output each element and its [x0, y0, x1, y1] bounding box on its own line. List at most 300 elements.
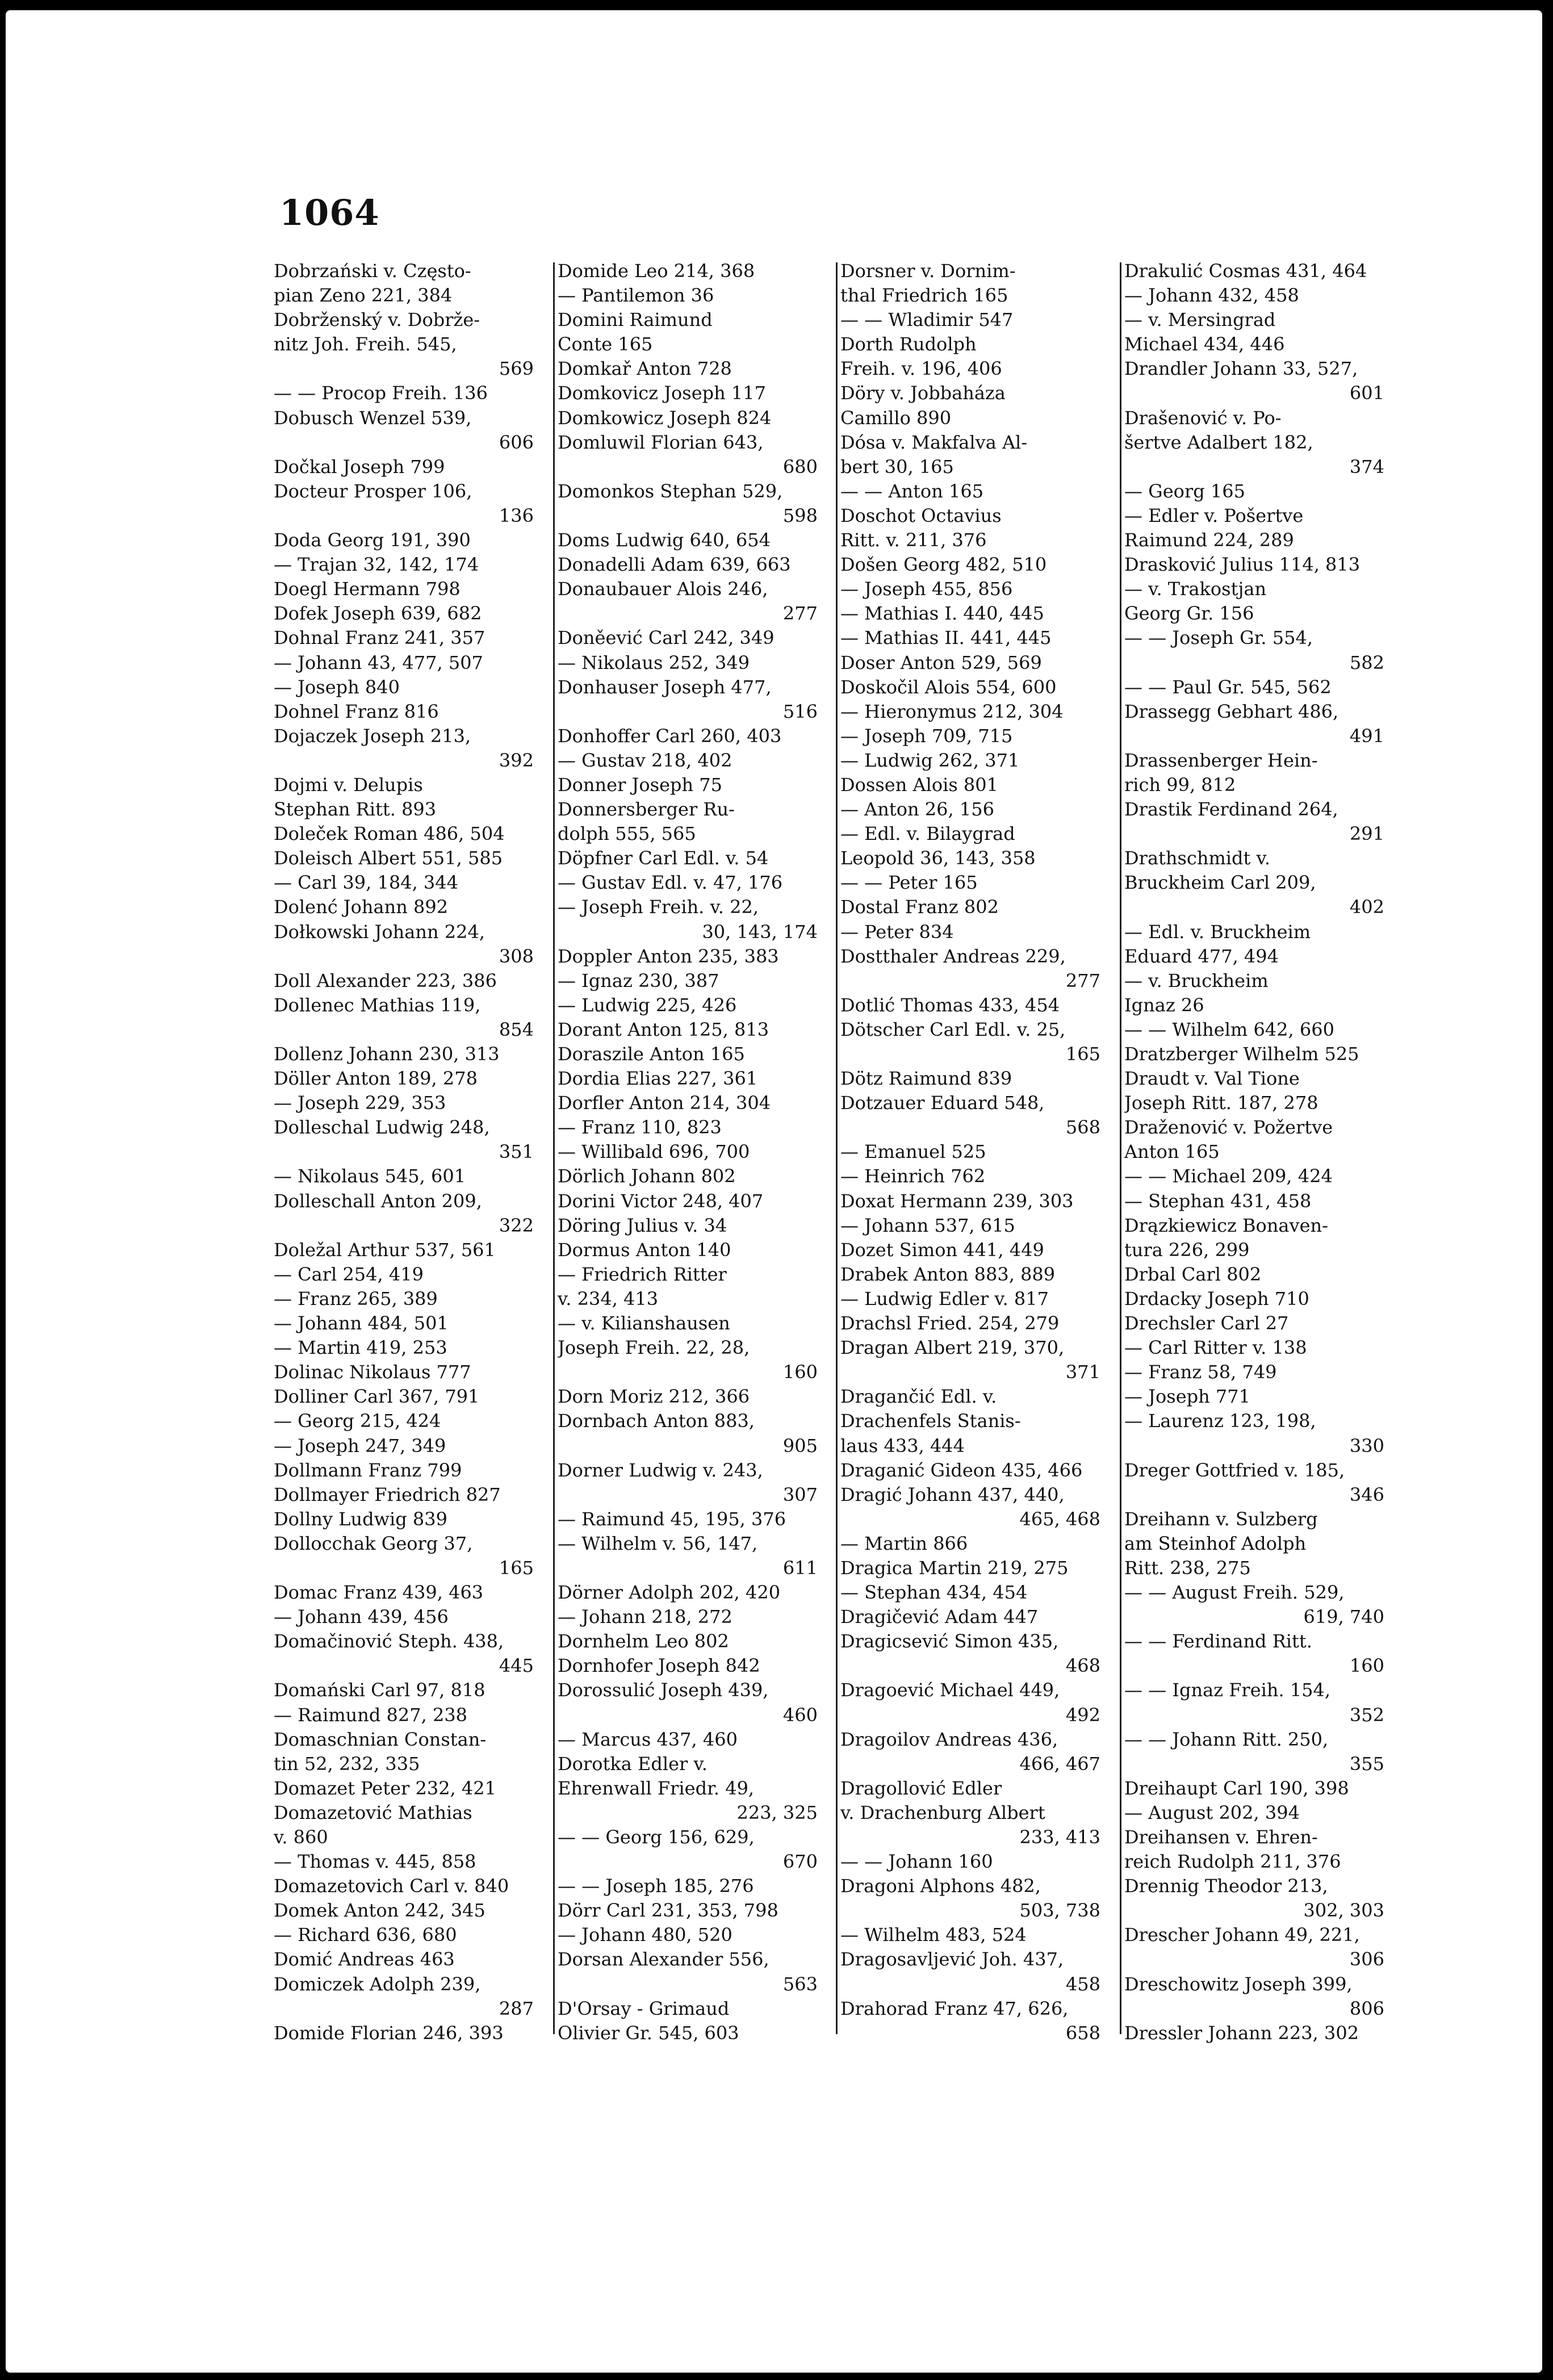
index-entry: Döller Anton 189, 278 — [274, 1068, 478, 1090]
index-entry: Leopold 36, 143, 358 — [840, 847, 1036, 869]
index-entry: Bruckheim Carl 209, — [1124, 872, 1316, 894]
index-entry: 563 — [782, 1973, 818, 1995]
index-entry: 458 — [1065, 1973, 1100, 1995]
index-entry: — Stephan 431, 458 — [1124, 1190, 1312, 1212]
index-entry: — Franz 265, 389 — [274, 1287, 438, 1310]
index-entry: 445 — [499, 1655, 534, 1677]
index-entry: Dorn Moriz 212, 366 — [558, 1386, 750, 1408]
index-entry: Domiczek Adolph 239, — [274, 1973, 481, 1995]
index-entry: 569 — [499, 358, 534, 380]
index-entry: 322 — [499, 1214, 534, 1236]
index-entry: Ignaz 26 — [1124, 994, 1204, 1016]
index-entry: 492 — [1065, 1704, 1100, 1726]
index-entry: — Ludwig Edler v. 817 — [840, 1287, 1049, 1310]
index-entry: v. 234, 413 — [558, 1287, 659, 1310]
index-entry: Dornhofer Joseph 842 — [558, 1655, 760, 1677]
index-entry: — Franz 110, 823 — [558, 1116, 722, 1139]
index-entry: — Edler v. Pošertve — [1124, 504, 1304, 526]
index-entry: Doda Georg 191, 390 — [274, 529, 471, 551]
index-entry: — Nikolaus 545, 601 — [274, 1165, 466, 1187]
index-column-4 — [1124, 259, 1384, 2046]
index-entry: — Johann 43, 477, 507 — [274, 651, 483, 674]
index-entry: 468 — [1065, 1655, 1100, 1677]
index-entry: Doležal Arthur 537, 561 — [274, 1239, 496, 1261]
index-entry: Dollenec Mathias 119, — [274, 994, 481, 1016]
index-entry: — — Wilhelm 642, 660 — [1124, 1018, 1334, 1040]
index-entry: — Joseph 840 — [274, 676, 400, 698]
index-entry: — Johann 218, 272 — [558, 1606, 732, 1628]
index-entry: — Johann 537, 615 — [840, 1214, 1015, 1236]
index-entry: — Mathias II. 441, 445 — [840, 627, 1052, 649]
index-entry: 307 — [782, 1483, 818, 1505]
index-entry: Dorsan Alexander 556, — [558, 1948, 769, 1971]
index-entry: Dolinac Nikolaus 777 — [274, 1361, 471, 1383]
index-entry: Dötz Raimund 839 — [840, 1068, 1012, 1090]
index-entry: Dolleschal Ludwig 248, — [274, 1116, 490, 1139]
index-entry: — Martin 866 — [840, 1532, 968, 1554]
index-entry: — Anton 26, 156 — [840, 798, 994, 821]
index-entry: Anton 165 — [1124, 1141, 1220, 1163]
index-entry: 606 — [499, 431, 534, 453]
index-entry: Dossen Alois 801 — [840, 773, 998, 796]
index-entry: Donaubauer Alois 246, — [558, 578, 768, 600]
index-entry: — Martin 419, 253 — [274, 1337, 447, 1359]
index-entry: Dreihaupt Carl 190, 398 — [1124, 1777, 1349, 1799]
index-entry: Doleček Roman 486, 504 — [274, 823, 505, 845]
index-entry: šertve Adalbert 182, — [1124, 431, 1313, 453]
index-entry: Döry v. Jobbaháza — [840, 382, 1006, 404]
index-entry: Olivier Gr. 545, 603 — [558, 2022, 739, 2044]
index-entry: — Joseph 709, 715 — [840, 725, 1013, 747]
index-entry: bert 30, 165 — [840, 455, 954, 478]
index-entry: — Thomas v. 445, 858 — [274, 1851, 476, 1873]
index-entry: 568 — [1065, 1116, 1100, 1139]
index-entry: Dostal Franz 802 — [840, 896, 999, 918]
index-entry: Dołkowski Johann 224, — [274, 921, 485, 943]
index-entry: Doegl Hermann 798 — [274, 578, 461, 600]
index-entry: — Ludwig 225, 426 — [558, 994, 737, 1016]
index-entry: Drastik Ferdinand 264, — [1124, 798, 1338, 821]
index-entry: 905 — [782, 1434, 818, 1457]
index-entry: Dormus Anton 140 — [558, 1239, 731, 1261]
index-entry: Doms Ludwig 640, 654 — [558, 529, 771, 551]
index-entry: — v. Trakostjan — [1124, 578, 1267, 600]
index-entry: Dobrženský v. Dobrže- — [274, 309, 480, 331]
index-entry: Joseph Ritt. 187, 278 — [1124, 1092, 1318, 1114]
index-entry: Dollmann Franz 799 — [274, 1459, 462, 1481]
index-entry: Dojmi v. Delupis — [274, 773, 423, 796]
index-entry: Dragan Albert 219, 370, — [840, 1337, 1065, 1359]
index-entry: 351 — [499, 1141, 534, 1163]
index-entry: Domazetović Mathias — [274, 1801, 472, 1823]
index-entry: Doppler Anton 235, 383 — [558, 945, 779, 967]
index-entry: tin 52, 232, 335 — [274, 1752, 420, 1775]
index-entry: 277 — [782, 603, 818, 625]
index-entry: — Richard 636, 680 — [274, 1924, 457, 1946]
index-entry: Dorant Anton 125, 813 — [558, 1018, 769, 1040]
index-entry: 371 — [1065, 1361, 1100, 1383]
index-entry: Draganić Gideon 435, 466 — [840, 1459, 1083, 1481]
index-entry: 308 — [499, 945, 534, 967]
index-entry: — v. Kilianshausen — [558, 1312, 730, 1335]
index-entry: 491 — [1349, 725, 1384, 747]
index-entry: Drakulić Cosmas 431, 464 — [1124, 260, 1367, 282]
index-entry: Dornhelm Leo 802 — [558, 1630, 729, 1653]
index-entry: — Heinrich 762 — [840, 1165, 986, 1187]
index-entry: Dolleschall Anton 209, — [274, 1190, 482, 1212]
index-entry: Stephan Ritt. 893 — [274, 798, 437, 821]
page-number: 1064 — [279, 192, 380, 233]
index-entry: Dobusch Wenzel 539, — [274, 407, 472, 429]
index-entry: Domek Anton 242, 345 — [274, 1900, 485, 1922]
index-entry: Dozet Simon 441, 449 — [840, 1239, 1044, 1261]
index-entry: 302, 303 — [1303, 1900, 1384, 1922]
index-entry: Dollocchak Georg 37, — [274, 1532, 473, 1554]
column-divider — [836, 262, 838, 2034]
index-entry: — Ignaz 230, 387 — [558, 969, 719, 992]
index-entry: Dragančić Edl. v. — [840, 1386, 997, 1408]
index-entry: — Gustav 218, 402 — [558, 749, 732, 771]
index-entry: Domkowicz Joseph 824 — [558, 407, 772, 429]
index-entry: Domide Leo 214, 368 — [558, 260, 755, 282]
index-entry: 287 — [499, 1997, 534, 2019]
index-entry: Donner Joseph 75 — [558, 773, 722, 796]
index-entry: Dötscher Carl Edl. v. 25, — [840, 1018, 1066, 1040]
index-entry: Draudt v. Val Tione — [1124, 1068, 1300, 1090]
index-entry: Drescher Johann 49, 221, — [1124, 1924, 1360, 1946]
index-entry: Dörr Carl 231, 353, 798 — [558, 1900, 778, 1922]
index-entry: Domić Andreas 463 — [274, 1948, 455, 1971]
index-entry: — Raimund 827, 238 — [274, 1704, 468, 1726]
index-entry: Dreschowitz Joseph 399, — [1124, 1973, 1353, 1995]
index-entry: 465, 468 — [1019, 1508, 1100, 1530]
index-entry: — Ludwig 262, 371 — [840, 749, 1020, 771]
index-entry: 670 — [782, 1851, 818, 1873]
index-entry: Donadelli Adam 639, 663 — [558, 554, 791, 576]
index-entry: Domini Raimund — [558, 309, 713, 331]
index-entry: Domkovicz Joseph 117 — [558, 382, 766, 404]
index-entry: dolph 555, 565 — [558, 823, 696, 845]
index-entry: Dohnel Franz 816 — [274, 700, 439, 722]
index-entry: Dressler Johann 223, 302 — [1124, 2022, 1359, 2044]
index-entry: Dreihann v. Sulzberg — [1124, 1508, 1318, 1530]
index-entry: — Stephan 434, 454 — [840, 1582, 1028, 1604]
index-entry: Doskočil Alois 554, 600 — [840, 676, 1057, 698]
index-entry: — — Johann 160 — [840, 1851, 993, 1873]
index-entry: Dobrzański v. Często- — [274, 260, 471, 282]
index-entry: — Edl. v. Bruckheim — [1124, 921, 1311, 943]
index-entry: Drašenović v. Po- — [1124, 407, 1282, 429]
index-entry: — Joseph 771 — [1124, 1386, 1250, 1408]
index-entry: Donnersberger Ru- — [558, 798, 735, 821]
index-entry: Michael 434, 446 — [1124, 333, 1285, 355]
index-entry: Domański Carl 97, 818 — [274, 1679, 485, 1701]
column-divider — [1120, 262, 1121, 2034]
index-entry: Drandler Johann 33, 527, — [1124, 358, 1358, 380]
index-entry: 658 — [1065, 2022, 1100, 2044]
index-entry: 374 — [1349, 455, 1384, 478]
index-entry: nitz Joh. Freih. 545, — [274, 333, 457, 355]
index-column-3 — [840, 259, 1100, 2046]
index-entry: Drdacky Joseph 710 — [1124, 1287, 1309, 1310]
index-entry: Dragoević Michael 449, — [840, 1679, 1060, 1701]
index-entry: Dolliner Carl 367, 791 — [274, 1386, 480, 1408]
index-column-1 — [274, 259, 534, 2046]
index-entry: 582 — [1349, 651, 1384, 674]
index-entry: am Steinhof Adolph — [1124, 1532, 1307, 1554]
index-entry: 516 — [782, 700, 818, 722]
index-entry: Dornbach Anton 883, — [558, 1410, 755, 1432]
index-entry: — Joseph 455, 856 — [840, 578, 1013, 600]
index-entry: 160 — [1349, 1655, 1384, 1677]
index-entry: Conte 165 — [558, 333, 653, 355]
index-entry: Domazet Peter 232, 421 — [274, 1777, 496, 1799]
index-entry: Georg Gr. 156 — [1124, 603, 1254, 625]
index-entry: 306 — [1349, 1948, 1384, 1971]
index-entry: 223, 325 — [736, 1801, 818, 1823]
index-entry: 601 — [1349, 382, 1384, 404]
index-entry: Dragicsević Simon 435, — [840, 1630, 1059, 1653]
index-entry: — Wilhelm 483, 524 — [840, 1924, 1027, 1946]
index-entry: 165 — [499, 1557, 534, 1579]
index-entry: — Marcus 437, 460 — [558, 1728, 738, 1750]
index-entry: Dostthaler Andreas 229, — [840, 945, 1066, 967]
index-entry: Dotlić Thomas 433, 454 — [840, 994, 1060, 1016]
index-entry: 346 — [1349, 1483, 1384, 1505]
index-entry: Dragičević Adam 447 — [840, 1606, 1039, 1628]
index-entry: Drathschmidt v. — [1124, 847, 1270, 869]
index-entry: — Wilhelm v. 56, 147, — [558, 1532, 758, 1554]
index-entry: Dragić Johann 437, 440, — [840, 1483, 1065, 1505]
index-entry: 165 — [1065, 1043, 1100, 1065]
index-entry: 291 — [1349, 823, 1384, 845]
index-entry: v. 860 — [274, 1826, 328, 1848]
index-entry: Došen Georg 482, 510 — [840, 554, 1047, 576]
index-entry: Drahorad Franz 47, 626, — [840, 1997, 1069, 2019]
index-entry: Dollny Ludwig 839 — [274, 1508, 447, 1530]
index-entry: Drennig Theodor 213, — [1124, 1875, 1328, 1897]
index-entry: — Joseph 247, 349 — [274, 1434, 446, 1457]
index-entry: Dohnal Franz 241, 357 — [274, 627, 485, 649]
index-entry: Camillo 890 — [840, 407, 952, 429]
index-entry: Dorfler Anton 214, 304 — [558, 1092, 771, 1114]
index-entry: Dragosavljević Joh. 437, — [840, 1948, 1064, 1971]
index-entry: — — Peter 165 — [840, 872, 978, 894]
index-entry: Dratzberger Wilhelm 525 — [1124, 1043, 1359, 1065]
index-entry: — Franz 58, 749 — [1124, 1361, 1277, 1383]
index-entry: — — Procop Freih. 136 — [274, 382, 488, 404]
index-entry: Dočkal Joseph 799 — [274, 455, 445, 478]
index-entry: 806 — [1349, 1997, 1384, 2019]
index-entry: Dragoni Alphons 482, — [840, 1875, 1041, 1897]
index-entry: Donhoffer Carl 260, 403 — [558, 725, 782, 747]
index-entry: Drbal Carl 802 — [1124, 1263, 1262, 1285]
index-entry: — Carl Ritter v. 138 — [1124, 1337, 1307, 1359]
index-entry: 402 — [1349, 896, 1384, 918]
column-divider — [553, 262, 555, 2034]
index-entry: — — Ferdinand Ritt. — [1124, 1630, 1312, 1653]
index-entry: Drabek Anton 883, 889 — [840, 1263, 1056, 1285]
index-entry: Ritt. v. 211, 376 — [840, 529, 987, 551]
index-entry: Doschot Octavius — [840, 504, 1002, 526]
index-entry: Domkař Anton 728 — [558, 358, 732, 380]
index-entry: 160 — [782, 1361, 818, 1383]
index-entry: Drechsler Carl 27 — [1124, 1312, 1289, 1335]
index-entry: — Nikolaus 252, 349 — [558, 651, 750, 674]
index-entry: — — Anton 165 — [840, 480, 984, 502]
index-entry: — — Georg 156, 629, — [558, 1826, 755, 1848]
index-entry: Domačinović Steph. 438, — [274, 1630, 504, 1653]
index-entry: Döring Julius v. 34 — [558, 1214, 727, 1236]
index-entry: — Johann 432, 458 — [1124, 285, 1299, 307]
index-entry: Ritt. 238, 275 — [1124, 1557, 1251, 1579]
index-entry: — Friedrich Ritter — [558, 1263, 727, 1285]
index-entry: Domac Franz 439, 463 — [274, 1582, 484, 1604]
index-entry: Ehrenwall Friedr. 49, — [558, 1777, 755, 1799]
index-entry: Dorth Rudolph — [840, 333, 977, 355]
index-entry: — Peter 834 — [840, 921, 954, 943]
index-entry: — August 202, 394 — [1124, 1801, 1300, 1823]
index-entry: — — August Freih. 529, — [1124, 1582, 1345, 1604]
index-entry: Doraszile Anton 165 — [558, 1043, 745, 1065]
index-entry: — — Joseph Gr. 554, — [1124, 627, 1313, 649]
index-entry: Drązkiewicz Bonaven- — [1124, 1214, 1328, 1236]
index-entry: — v. Mersingrad — [1124, 309, 1276, 331]
index-entry: Domluwil Florian 643, — [558, 431, 764, 453]
index-entry: 352 — [1349, 1704, 1384, 1726]
index-entry: — Joseph Freih. v. 22, — [558, 896, 759, 918]
index-entry: Doněević Carl 242, 349 — [558, 627, 775, 649]
index-entry: — — Johann Ritt. 250, — [1124, 1728, 1329, 1750]
index-entry: 466, 467 — [1019, 1752, 1100, 1775]
index-entry: Eduard 477, 494 — [1124, 945, 1279, 967]
index-entry: — Carl 39, 184, 344 — [274, 872, 458, 894]
index-entry: rich 99, 812 — [1124, 773, 1236, 796]
index-entry: 277 — [1065, 969, 1100, 992]
index-entry: Dörner Adolph 202, 420 — [558, 1582, 781, 1604]
index-entry: Dorossulić Joseph 439, — [558, 1679, 769, 1701]
index-entry: — v. Bruckheim — [1124, 969, 1269, 992]
index-entry: Raimund 224, 289 — [1124, 529, 1294, 551]
index-entry: Dojaczek Joseph 213, — [274, 725, 471, 747]
index-entry: — Georg 165 — [1124, 480, 1245, 502]
index-entry: — Emanuel 525 — [840, 1141, 986, 1163]
index-entry: Dorner Ludwig v. 243, — [558, 1459, 763, 1481]
index-entry: — — Ignaz Freih. 154, — [1124, 1679, 1331, 1701]
index-entry: — — Paul Gr. 545, 562 — [1124, 676, 1332, 698]
index-entry: 355 — [1349, 1752, 1384, 1775]
index-entry: — Trajan 32, 142, 174 — [274, 554, 479, 576]
index-entry: — — Joseph 185, 276 — [558, 1875, 754, 1897]
index-entry: — Laurenz 123, 198, — [1124, 1410, 1316, 1432]
index-entry: — Carl 254, 419 — [274, 1263, 424, 1285]
index-entry: 680 — [782, 455, 818, 478]
index-entry: — Johann 439, 456 — [274, 1606, 449, 1628]
index-entry: Döpfner Carl Edl. v. 54 — [558, 847, 769, 869]
index-entry: Dollmayer Friedrich 827 — [274, 1483, 501, 1505]
index-entry: laus 433, 444 — [840, 1434, 965, 1457]
index-entry: Doser Anton 529, 569 — [840, 651, 1042, 674]
index-entry: — Joseph 229, 353 — [274, 1092, 446, 1114]
index-entry: 233, 413 — [1019, 1826, 1100, 1848]
index-entry: Domonkos Stephan 529, — [558, 480, 783, 502]
index-entry: Drassegg Gebhart 486, — [1124, 700, 1339, 722]
index-entry: D'Orsay - Grimaud — [558, 1997, 730, 2019]
index-entry: Freih. v. 196, 406 — [840, 358, 1002, 380]
index-entry: Dotzauer Eduard 548, — [840, 1092, 1045, 1114]
index-entry: Dörlich Johann 802 — [558, 1165, 736, 1187]
index-entry: 598 — [782, 504, 818, 526]
index-entry: 460 — [782, 1704, 818, 1726]
index-entry: Doll Alexander 223, 386 — [274, 969, 497, 992]
index-entry: — Johann 484, 501 — [274, 1312, 449, 1335]
index-entry: Dorini Victor 248, 407 — [558, 1190, 764, 1212]
index-entry: Domide Florian 246, 393 — [274, 2022, 504, 2044]
index-entry: reich Rudolph 211, 376 — [1124, 1851, 1341, 1873]
index-entry: 392 — [499, 749, 534, 771]
index-entry: Dolenć Johann 892 — [274, 896, 449, 918]
index-entry: Dorotka Edler v. — [558, 1752, 708, 1775]
index-entry: Drasković Julius 114, 813 — [1124, 554, 1361, 576]
index-entry: — Pantilemon 36 — [558, 285, 714, 307]
index-entry: Dofek Joseph 639, 682 — [274, 603, 482, 625]
index-entry: — Mathias I. 440, 445 — [840, 603, 1044, 625]
index-entry: Dordia Elias 227, 361 — [558, 1068, 758, 1090]
index-entry: v. Drachenburg Albert — [840, 1801, 1045, 1823]
index-entry: 619, 740 — [1303, 1606, 1384, 1628]
index-entry: tura 226, 299 — [1124, 1239, 1250, 1261]
index-entry: Joseph Freih. 22, 28, — [558, 1337, 750, 1359]
index-entry: — Edl. v. Bilaygrad — [840, 823, 1015, 845]
index-entry: Domazetovich Carl v. 840 — [274, 1875, 509, 1897]
index-entry: 854 — [499, 1018, 534, 1040]
index-entry: Doleisch Albert 551, 585 — [274, 847, 503, 869]
index-entry: Dragollović Edler — [840, 1777, 1002, 1799]
index-entry: — Hieronymus 212, 304 — [840, 700, 1064, 722]
index-entry: Drachenfels Stanis- — [840, 1410, 1021, 1432]
index-entry: 503, 738 — [1019, 1900, 1100, 1922]
index-entry: pian Zeno 221, 384 — [274, 285, 453, 307]
index-entry: Doxat Hermann 239, 303 — [840, 1190, 1074, 1212]
index-entry: Drachsl Fried. 254, 279 — [840, 1312, 1060, 1335]
index-entry: — Gustav Edl. v. 47, 176 — [558, 872, 783, 894]
index-entry: — — Wladimir 547 — [840, 309, 1014, 331]
index-entry: Dollenz Johann 230, 313 — [274, 1043, 500, 1065]
index-entry: — Georg 215, 424 — [274, 1410, 441, 1432]
index-entry: Drassenberger Hein- — [1124, 749, 1318, 771]
index-entry: Dósa v. Makfalva Al- — [840, 431, 1028, 453]
index-entry: — — Michael 209, 424 — [1124, 1165, 1333, 1187]
index-entry: Docteur Prosper 106, — [274, 480, 472, 502]
index-entry: 30, 143, 174 — [702, 921, 818, 943]
index-entry: 136 — [499, 504, 534, 526]
index-entry: — Raimund 45, 195, 376 — [558, 1508, 786, 1530]
index-entry: Dragica Martin 219, 275 — [840, 1557, 1069, 1579]
index-entry: thal Friedrich 165 — [840, 285, 1008, 307]
index-entry: Dreihansen v. Ehren- — [1124, 1826, 1318, 1848]
index-entry: Dreger Gottfried v. 185, — [1124, 1459, 1345, 1481]
index-entry: Dragoilov Andreas 436, — [840, 1728, 1058, 1750]
index-entry: Domaschnian Constan- — [274, 1728, 487, 1750]
index-entry: 611 — [782, 1557, 818, 1579]
index-entry: — Johann 480, 520 — [558, 1924, 732, 1946]
index-entry: Draženović v. Požertve — [1124, 1116, 1333, 1139]
index-entry: 330 — [1349, 1434, 1384, 1457]
index-entry: — Willibald 696, 700 — [558, 1141, 750, 1163]
index-column-2 — [558, 259, 818, 2046]
index-entry: Dorsner v. Dornim- — [840, 260, 1016, 282]
index-entry: Donhauser Joseph 477, — [558, 676, 772, 698]
